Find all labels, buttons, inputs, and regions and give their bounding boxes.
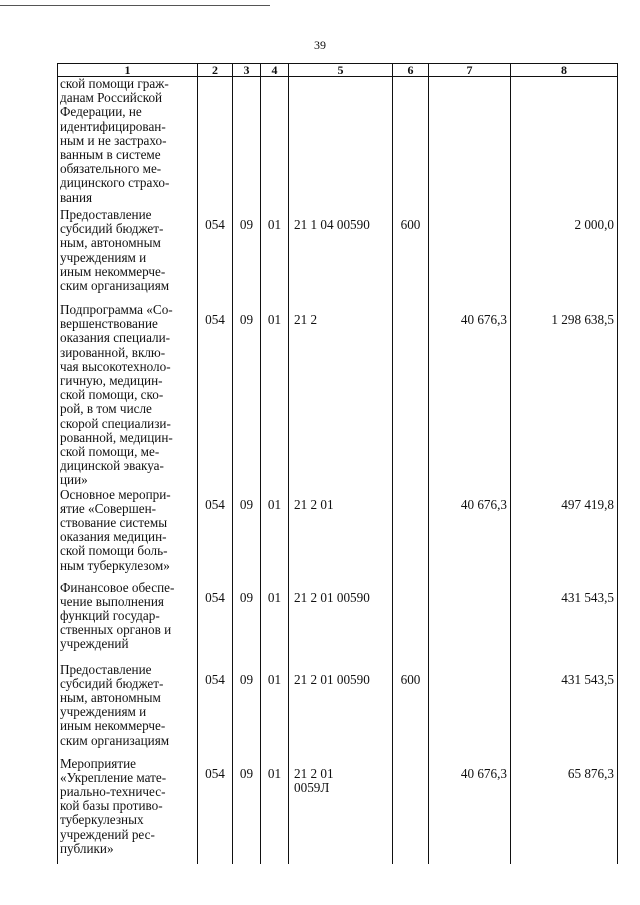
column-header-3: 3 <box>233 64 261 77</box>
amount-col8-cell: 497 419,8 <box>511 488 618 581</box>
column-header-4: 4 <box>261 64 289 77</box>
target-article-cell <box>289 77 393 209</box>
header-row <box>58 64 618 77</box>
target-article-cell: 21 2 01 <box>289 488 393 581</box>
expense-type-cell <box>393 488 429 581</box>
amount-col8-cell: 431 543,5 <box>511 581 618 663</box>
subsection-code-cell <box>261 77 289 209</box>
table-row <box>58 757 618 864</box>
amount-col7-cell <box>429 77 511 209</box>
subsection-code-cell: 01 <box>261 488 289 581</box>
section-code-cell: 09 <box>233 208 261 303</box>
target-article-cell: 21 2 01 00590 <box>289 663 393 757</box>
table-row <box>58 663 618 757</box>
budget-table <box>57 63 618 864</box>
target-article-cell: 21 1 04 00590 <box>289 208 393 303</box>
expense-type-cell <box>393 581 429 663</box>
column-header-2: 2 <box>198 64 233 77</box>
target-article-cell: 21 2 <box>289 303 393 488</box>
row-name-cell: Основное меропри- ятие «Совершен- ствование системы оказания медицин- ской помощи боль- ным туберкулезом» <box>58 488 198 581</box>
amount-col8-cell: 1 298 638,5 <box>511 303 618 488</box>
amount-col7-cell <box>429 663 511 757</box>
column-header-7: 7 <box>429 64 511 77</box>
subsection-code-cell: 01 <box>261 303 289 488</box>
amount-col8-cell: 65 876,3 <box>511 757 618 864</box>
row-name-cell: Предоставление субсидий бюджет- ным, автономным учреждениям и иным некоммерче- ским организациям <box>58 663 198 757</box>
amount-col8-cell <box>511 77 618 209</box>
row-name-cell: Подпрограмма «Со- вершенствование оказания специали- зированной, вклю- чая высокотехноло- гичную, медицин- ской помощи, ско- рой, в том числе скорой специализи- рованной, медицин- ской помощи, ме- дицинской эвакуа- ции» <box>58 303 198 488</box>
section-code-cell: 09 <box>233 757 261 864</box>
ministry-code-cell: 054 <box>198 303 233 488</box>
row-name-cell: Финансовое обеспе- чение выполнения функций государ- ственных органов и учреждений <box>58 581 198 663</box>
section-code-cell: 09 <box>233 663 261 757</box>
ministry-code-cell <box>198 77 233 209</box>
ministry-code-cell: 054 <box>198 208 233 303</box>
table-row <box>58 208 618 303</box>
subsection-code-cell: 01 <box>261 757 289 864</box>
column-header-6: 6 <box>393 64 429 77</box>
section-code-cell: 09 <box>233 303 261 488</box>
section-code-cell: 09 <box>233 488 261 581</box>
amount-col8-cell: 2 000,0 <box>511 208 618 303</box>
subsection-code-cell: 01 <box>261 208 289 303</box>
amount-col8-cell: 431 543,5 <box>511 663 618 757</box>
column-header-1: 1 <box>58 64 198 77</box>
ministry-code-cell: 054 <box>198 488 233 581</box>
target-article-cell: 21 2 01 0059Л <box>289 757 393 864</box>
table-row <box>58 77 618 209</box>
expense-type-cell <box>393 757 429 864</box>
table-row <box>58 581 618 663</box>
section-code-cell: 09 <box>233 581 261 663</box>
expense-type-cell: 600 <box>393 663 429 757</box>
section-code-cell <box>233 77 261 209</box>
table-row <box>58 488 618 581</box>
target-article-cell: 21 2 01 00590 <box>289 581 393 663</box>
row-name-cell: Предоставление субсидий бюджет- ным, автономным учреждениям и иным некоммерче- ским организациям <box>58 208 198 303</box>
table-row <box>58 303 618 488</box>
amount-col7-cell: 40 676,3 <box>429 488 511 581</box>
column-header-8: 8 <box>511 64 618 77</box>
amount-col7-cell: 40 676,3 <box>429 303 511 488</box>
amount-col7-cell <box>429 581 511 663</box>
ministry-code-cell: 054 <box>198 663 233 757</box>
page-number: 39 <box>314 38 326 52</box>
ministry-code-cell: 054 <box>198 581 233 663</box>
top-rule <box>0 5 270 6</box>
expense-type-cell <box>393 303 429 488</box>
amount-col7-cell: 40 676,3 <box>429 757 511 864</box>
expense-type-cell <box>393 77 429 209</box>
subsection-code-cell: 01 <box>261 581 289 663</box>
amount-col7-cell <box>429 208 511 303</box>
row-name-cell: Мероприятие «Укрепление мате- риально-техничес- кой базы противо- туберкулезных учреждений рес- публики» <box>58 757 198 864</box>
expense-type-cell: 600 <box>393 208 429 303</box>
ministry-code-cell: 054 <box>198 757 233 864</box>
row-name-cell: ской помощи граж- данам Российской Федерации, не идентифицирован- ным и не застрахо- ванным в системе обязательного ме- дицинского страхо- вания <box>58 77 198 209</box>
subsection-code-cell: 01 <box>261 663 289 757</box>
column-header-5: 5 <box>289 64 393 77</box>
